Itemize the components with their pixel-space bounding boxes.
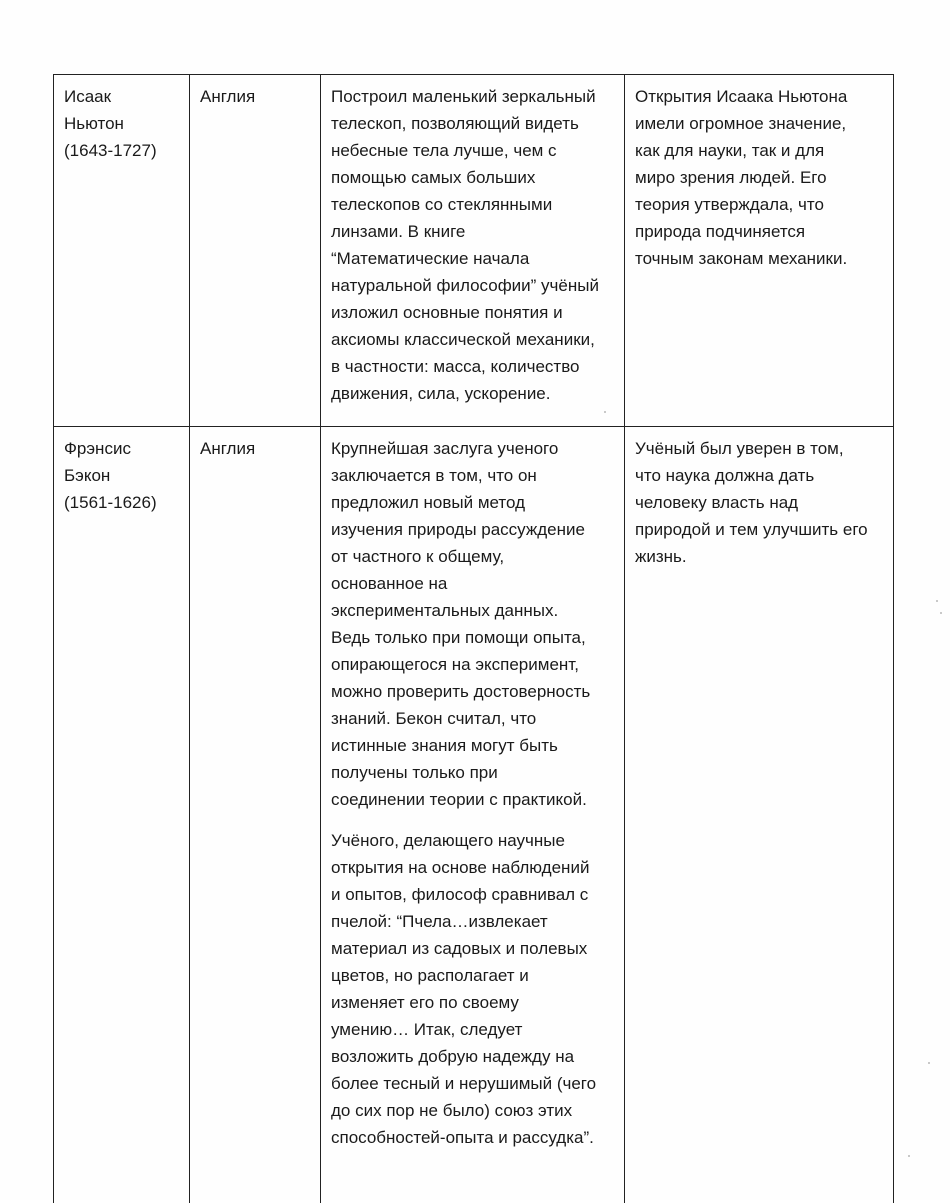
contribution-line: умению… Итак, следует — [331, 1016, 614, 1043]
significance-line: природой и тем улучшить его — [635, 516, 883, 543]
scientist-name-cell — [54, 427, 190, 1203]
contribution-line: движения, сила, ускорение. — [331, 380, 614, 407]
contribution-line: Учёного, делающего научные — [331, 827, 614, 854]
contribution-line: до сих пор не было) союз этих — [331, 1097, 614, 1124]
significance-line: миро зрения людей. Его — [635, 164, 883, 191]
contribution-line: помощью самых больших — [331, 164, 614, 191]
contribution-line: и опытов, философ сравнивал с — [331, 881, 614, 908]
name-line: Бэкон — [64, 462, 179, 489]
contribution-line: экспериментальных данных. — [331, 597, 614, 624]
scientist-name-cell — [54, 75, 190, 427]
significance-line: жизнь. — [635, 543, 883, 570]
contribution-line: изложил основные понятия и — [331, 299, 614, 326]
contribution-line: Построил маленький зеркальный — [331, 83, 614, 110]
paragraph-gap — [331, 813, 614, 827]
country-cell — [190, 427, 321, 1203]
name-line: Ньютон — [64, 110, 179, 137]
significance-line: что наука должна дать — [635, 462, 883, 489]
contribution-line: истинные знания могут быть — [331, 732, 614, 759]
contribution-line: изменяет его по своему — [331, 989, 614, 1016]
contribution-cell — [321, 427, 625, 1203]
country-text: Англия — [200, 83, 310, 110]
name-line: Фрэнсис — [64, 435, 179, 462]
contribution-line: предложил новый метод — [331, 489, 614, 516]
contribution-line: возложить добрую надежду на — [331, 1043, 614, 1070]
contribution-line: от частного к общему, — [331, 543, 614, 570]
contribution-line: более тесный и нерушимый (чего — [331, 1070, 614, 1097]
scan-speck — [908, 1155, 910, 1157]
significance-line: природа подчиняется — [635, 218, 883, 245]
scan-speck — [936, 600, 938, 602]
contribution-line: материал из садовых и полевых — [331, 935, 614, 962]
name-line: Исаак — [64, 83, 179, 110]
table-row-bacon — [54, 427, 894, 1203]
significance-line: как для науки, так и для — [635, 137, 883, 164]
years-line: (1561-1626) — [64, 489, 179, 516]
significance-cell — [625, 427, 894, 1203]
country-cell — [190, 75, 321, 427]
contribution-line: пчелой: “Пчела…извлекает — [331, 908, 614, 935]
significance-line: человеку власть над — [635, 489, 883, 516]
contribution-line: соединении теории с практикой. — [331, 786, 614, 813]
contribution-line: получены только при — [331, 759, 614, 786]
contribution-line: в частности: масса, количество — [331, 353, 614, 380]
significance-line: теория утверждала, что — [635, 191, 883, 218]
contribution-line: открытия на основе наблюдений — [331, 854, 614, 881]
contribution-line: “Математические начала — [331, 245, 614, 272]
contribution-line: линзами. В книге — [331, 218, 614, 245]
significance-line: Открытия Исаака Ньютона — [635, 83, 883, 110]
country-text: Англия — [200, 435, 310, 462]
scan-speck — [940, 612, 942, 614]
scan-speck — [928, 1062, 930, 1064]
contribution-cell — [321, 75, 625, 427]
table-row-newton — [54, 75, 894, 427]
contribution-line: натуральной философии” учёный — [331, 272, 614, 299]
significance-line: Учёный был уверен в том, — [635, 435, 883, 462]
significance-line: имели огромное значение, — [635, 110, 883, 137]
contribution-line: изучения природы рассуждение — [331, 516, 614, 543]
contribution-line: способностей-опыта и рассудка”. — [331, 1124, 614, 1151]
contribution-line: небесные тела лучше, чем с — [331, 137, 614, 164]
significance-line: точным законам механики. — [635, 245, 883, 272]
contribution-line: можно проверить достоверность — [331, 678, 614, 705]
contribution-line: телескоп, позволяющий видеть — [331, 110, 614, 137]
significance-cell — [625, 75, 894, 427]
contribution-line: основанное на — [331, 570, 614, 597]
contribution-line: телескопов со стеклянными — [331, 191, 614, 218]
contribution-line: заключается в том, что он — [331, 462, 614, 489]
scientists-table — [53, 74, 894, 1203]
contribution-line: цветов, но располагает и — [331, 962, 614, 989]
contribution-line: знаний. Бекон считал, что — [331, 705, 614, 732]
years-line: (1643-1727) — [64, 137, 179, 164]
contribution-line: аксиомы классической механики, — [331, 326, 614, 353]
contribution-line: опирающегося на эксперимент, — [331, 651, 614, 678]
contribution-line: Крупнейшая заслуга ученого — [331, 435, 614, 462]
contribution-line: Ведь только при помощи опыта, — [331, 624, 614, 651]
scan-speck — [604, 411, 606, 413]
